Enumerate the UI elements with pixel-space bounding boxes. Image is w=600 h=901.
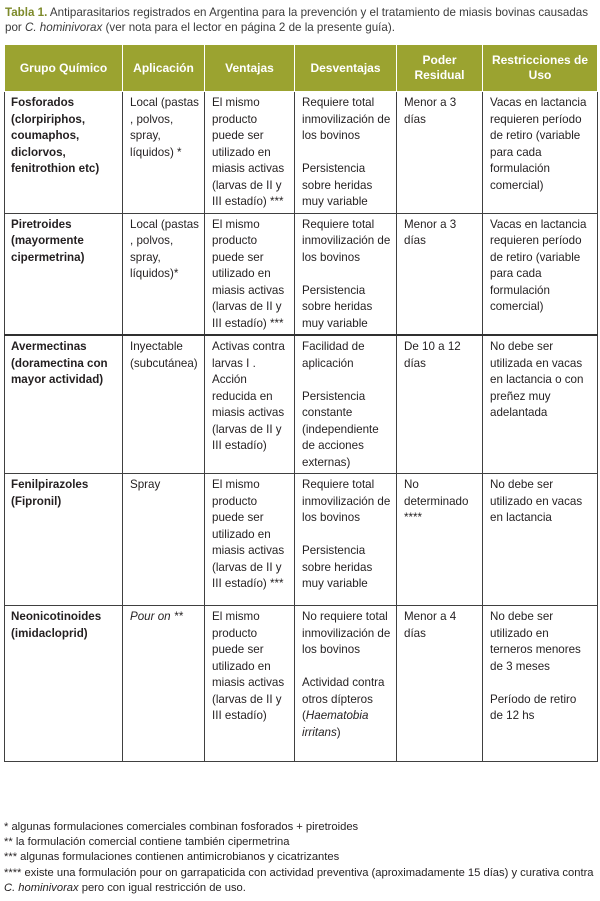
table-row	[5, 213, 598, 335]
cell-desventajas	[295, 335, 397, 474]
cell-grupo: Neonicotinoides (imidacloprid)	[5, 606, 123, 762]
cell-aplicacion	[123, 606, 205, 762]
cell-restricciones: No debe ser utilizado en vacas en lactancia	[483, 474, 598, 606]
cell-grupo: Piretroides (mayormente cipermetrina)	[5, 213, 123, 335]
cell-desventajas	[295, 606, 397, 762]
footnote-4-end: pero con igual restricción de uso.	[78, 881, 246, 894]
cell-aplicacion: Spray	[123, 474, 205, 606]
desventaja-2-end: )	[336, 725, 341, 739]
header-aplicacion: Aplicación	[123, 45, 205, 92]
aplicacion-text: Pour on **	[130, 610, 183, 623]
desventaja-2	[302, 675, 391, 741]
cell-residual: No determinado ****	[397, 474, 483, 606]
antiparasitic-table	[4, 44, 598, 762]
caption-species: C. hominivorax	[24, 21, 103, 34]
cell-restricciones: Vacas en lactancia requieren período de retiro (variable para cada formulación comercial)	[483, 92, 598, 214]
cell-aplicacion: Inyectable (subcutánea)	[123, 335, 205, 474]
cell-aplicacion: Local (pastas , polvos, spray, líquidos) *	[123, 92, 205, 214]
table-caption	[5, 5, 595, 35]
table-row	[5, 92, 598, 214]
desventaja-1: Requiere total inmovilización de los bovinos	[302, 96, 391, 142]
desventaja-2-text: Actividad contra otros dípteros (	[302, 676, 385, 722]
desventaja-1: No requiere total inmovilización de los bovinos	[302, 610, 391, 656]
table-row	[5, 606, 598, 762]
footnote-4-species: C. hominivorax	[4, 881, 79, 894]
caption-text: Antiparasitarios registrados en Argentina para la prevención y el tratamiento de miasis bovinas causadas por	[5, 6, 589, 34]
header-desventajas: Desventajas	[295, 45, 397, 92]
cell-residual: De 10 a 12 días	[397, 335, 483, 474]
cell-ventajas: El mismo producto puede ser utilizado en miasis activas (larvas de II y III estadío) ***	[205, 92, 295, 214]
footnote-1: * algunas formulaciones comerciales combinan fosforados + piretroides	[4, 821, 359, 833]
cell-aplicacion: Local (pastas , polvos, spray, líquidos)*	[123, 213, 205, 335]
desventaja-2-species: Haematobia irritans	[302, 709, 369, 739]
cell-grupo: Fosforados (clorpiriphos, coumaphos, diclorvos, fenitrothion etc)	[5, 92, 123, 214]
header-restricciones: Restricciones de Uso	[483, 45, 598, 92]
cell-desventajas	[295, 474, 397, 606]
desventaja-1: Requiere total inmovilización de los bovinos	[302, 217, 391, 264]
cell-ventajas: El mismo producto puede ser utilizado en miasis activas (larvas de II y III estadío) ***	[205, 213, 295, 335]
table-row	[5, 474, 598, 606]
cell-residual: Menor a 4 días	[397, 606, 483, 762]
footnote-3: *** algunas formulaciones contienen antimicrobianos y cicatrizantes	[4, 851, 340, 864]
cell-desventajas	[295, 213, 397, 335]
table-header-row	[5, 45, 598, 92]
header-poder-residual: Poder Residual	[397, 45, 483, 92]
caption-note: (ver nota para el lector en página 2 de la presente guía).	[102, 21, 395, 34]
desventaja-2: Persistencia sobre heridas muy variable	[302, 283, 373, 330]
desventaja-2: Persistencia constante (independiente de acciones externas)	[302, 389, 379, 469]
table-row	[5, 335, 598, 474]
restriccion-2: Período de retiro de 12 hs	[490, 692, 577, 722]
cell-ventajas: El mismo producto puede ser utilizado en miasis activas (larvas de II y III estadío) ***	[205, 474, 295, 606]
desventaja-1: Requiere total inmovilización de los bovinos	[302, 478, 391, 524]
desventaja-1: Facilidad de aplicación	[302, 340, 365, 370]
cell-ventajas: Activas contra larvas I . Acción reducida en miasis activas (larvas de II y III estadío)	[205, 335, 295, 474]
cell-grupo: Fenilpirazoles (Fipronil)	[5, 474, 123, 606]
footnote-2: ** la formulación comercial contiene también cipermetrina	[4, 836, 290, 849]
restriccion-1: No debe ser utilizado en terneros menores de 3 meses	[490, 610, 581, 673]
cell-restricciones	[483, 606, 598, 762]
cell-grupo: Avermectinas (doramectina con mayor actividad)	[5, 335, 123, 474]
cell-restricciones: No debe ser utilizada en vacas en lactancia o con preñez muy adelantada	[483, 335, 598, 474]
caption-label: Tabla 1.	[5, 6, 48, 19]
footnote-4	[4, 866, 596, 896]
cell-restricciones: Vacas en lactancia requieren período de retiro (variable para cada formulación comercial)	[483, 213, 598, 335]
cell-residual: Menor a 3 días	[397, 92, 483, 214]
header-ventajas: Ventajas	[205, 45, 295, 92]
header-grupo: Grupo Químico	[5, 45, 123, 92]
desventaja-2: Persistencia sobre heridas muy variable	[302, 162, 373, 208]
cell-ventajas: El mismo producto puede ser utilizado en miasis activas (larvas de II y III estadío)	[205, 606, 295, 762]
footnote-4-text: **** existe una formulación pour on garrapaticida con actividad preventiva (aproximadamente 15 días) y curativa contra	[4, 866, 594, 879]
cell-desventajas	[295, 92, 397, 214]
footnotes	[4, 820, 596, 896]
desventaja-2: Persistencia sobre heridas muy variable	[302, 544, 373, 590]
cell-residual: Menor a 3 días	[397, 213, 483, 335]
